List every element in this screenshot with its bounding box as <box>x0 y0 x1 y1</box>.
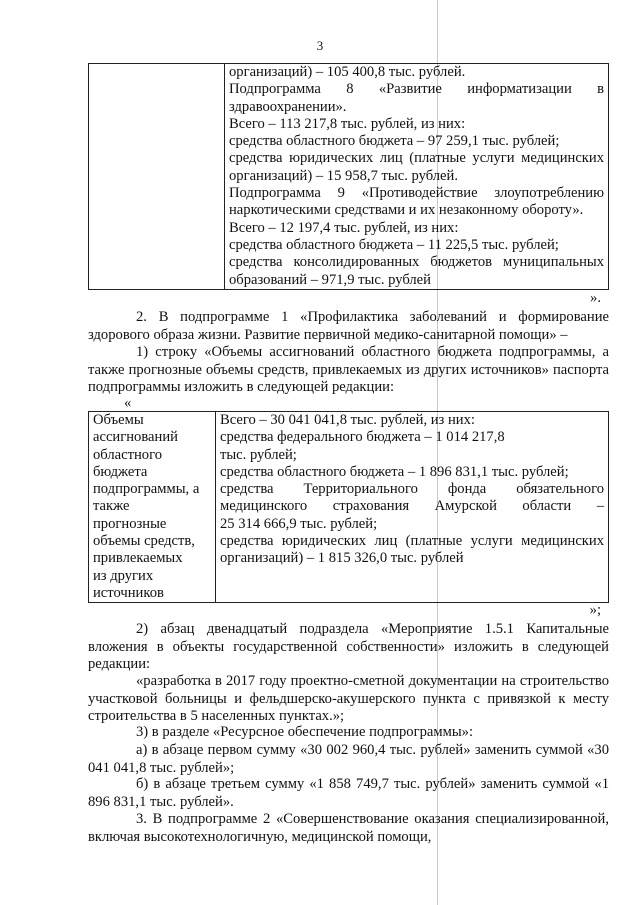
table1-line: средства юридических лиц (платные услуги медицинских <box>229 150 604 167</box>
opening-quote: « <box>124 395 132 411</box>
table2-right-cell <box>216 412 609 603</box>
paragraph-2-2: 2) абзац двенадцатый подраздела «Мероприятие 1.5.1 Капитальные вложения в объекты государственной собственности» изложить в следующей редакции: <box>88 621 609 672</box>
table2-left-line: прогнозные <box>93 515 167 532</box>
table1-line: организаций) – 15 958,7 тыс. рублей. <box>229 167 458 184</box>
quoted-paragraph: «разработка в 2017 году проектно-сметной документации на строительство участковой больницы и фельдшерско-акушерского пункта с привязкой к месту строительства в 5 населенных пунктах.»; <box>88 673 609 724</box>
table1-line: Подпрограмма 8 «Развитие информатизации в <box>229 81 604 98</box>
table2-left-line: областного <box>93 446 162 463</box>
paragraph-2: 2. В подпрограмме 1 «Профилактика заболеваний и формирование здорового образа жизни. Развитие первичной медико-санитарной помощи» – <box>88 309 609 343</box>
table2-left-line: также <box>93 498 130 515</box>
table1-line: Подпрограмма 9 «Противодействие злоупотреблению <box>229 185 604 202</box>
table1-line: средства областного бюджета – 11 225,5 тыс. рублей; <box>229 236 559 253</box>
table2-right-line: средства федерального бюджета – 1 014 217,8 <box>220 429 505 446</box>
paragraph-2-1: 1) строку «Объемы ассигнований областного бюджета подпрограммы, а также прогнозные объемы средств, привлекаемых из других источников» паспорта подпрограммы изложить в следующей редакции: <box>88 344 609 395</box>
table2-left-line: Объемы <box>93 412 144 428</box>
table2-left-line: ассигнований <box>93 429 178 446</box>
table2-right-line: медицинского страхования Амурской области – <box>220 498 604 515</box>
table1-line: средства консолидированных бюджетов муниципальных <box>229 254 604 271</box>
table1-line: наркотическими средствами и их незаконному обороту». <box>229 202 584 219</box>
closing-quote-2: »; <box>589 602 601 618</box>
table2-right-line: организаций) – 1 815 326,0 тыс. рублей <box>220 550 464 567</box>
table2-right-line: средства областного бюджета – 1 896 831,1 тыс. рублей; <box>220 463 569 480</box>
table2-right-line: средства юридических лиц (платные услуги медицинских <box>220 533 604 550</box>
table1-line: образований – 971,9 тыс. рублей <box>229 271 431 288</box>
paragraph-3: 3. В подпрограмме 2 «Совершенствование оказания специализированной, включая высокотехнологичную, медицинской помощи, <box>88 811 609 845</box>
table1-left-cell <box>89 64 225 290</box>
passport-table <box>88 411 609 603</box>
table1-line: организаций) – 105 400,8 тыс. рублей. <box>229 64 466 80</box>
table2-left-line: бюджета <box>93 463 148 480</box>
table2-left-line: из других <box>93 567 154 584</box>
table1-line: средства областного бюджета – 97 259,1 тыс. рублей; <box>229 133 560 150</box>
table1-line: Всего – 113 217,8 тыс. рублей, из них: <box>229 115 466 132</box>
continuation-table <box>88 63 609 290</box>
table2-left-line: объемы средств, <box>93 533 195 550</box>
table2-right-line: Всего – 30 041 041,8 тыс. рублей, из них: <box>220 412 475 428</box>
paragraph-a: а) в абзаце первом сумму «30 002 960,4 тыс. рублей» заменить суммой «30 041 041,8 тыс. рублей»; <box>88 742 609 776</box>
paragraph-b: б) в абзаце третьем сумму «1 858 749,7 тыс. рублей» заменить суммой «1 896 831,1 тыс. рублей». <box>88 776 609 810</box>
table1-line: здравоохранении». <box>229 98 347 115</box>
table2-left-line: привлекаемых <box>93 550 183 567</box>
table1-line: Всего – 12 197,4 тыс. рублей, из них: <box>229 219 459 236</box>
table2-left-cell <box>89 412 216 603</box>
table1-right-cell <box>225 64 609 290</box>
table2-right-line: тыс. рублей; <box>220 446 297 463</box>
page-number: 3 <box>316 38 324 53</box>
table2-left-line: подпрограммы, а <box>93 481 200 498</box>
paragraph-2-3: 3) в разделе «Ресурсное обеспечение подпрограммы»: <box>136 724 473 740</box>
table2-right-line: 25 314 666,9 тыс. рублей; <box>220 515 378 532</box>
table2-left-line: источников <box>93 584 164 601</box>
closing-quote-1: ». <box>590 290 601 306</box>
table2-right-line: средства Территориального фонда обязательного <box>220 481 604 498</box>
